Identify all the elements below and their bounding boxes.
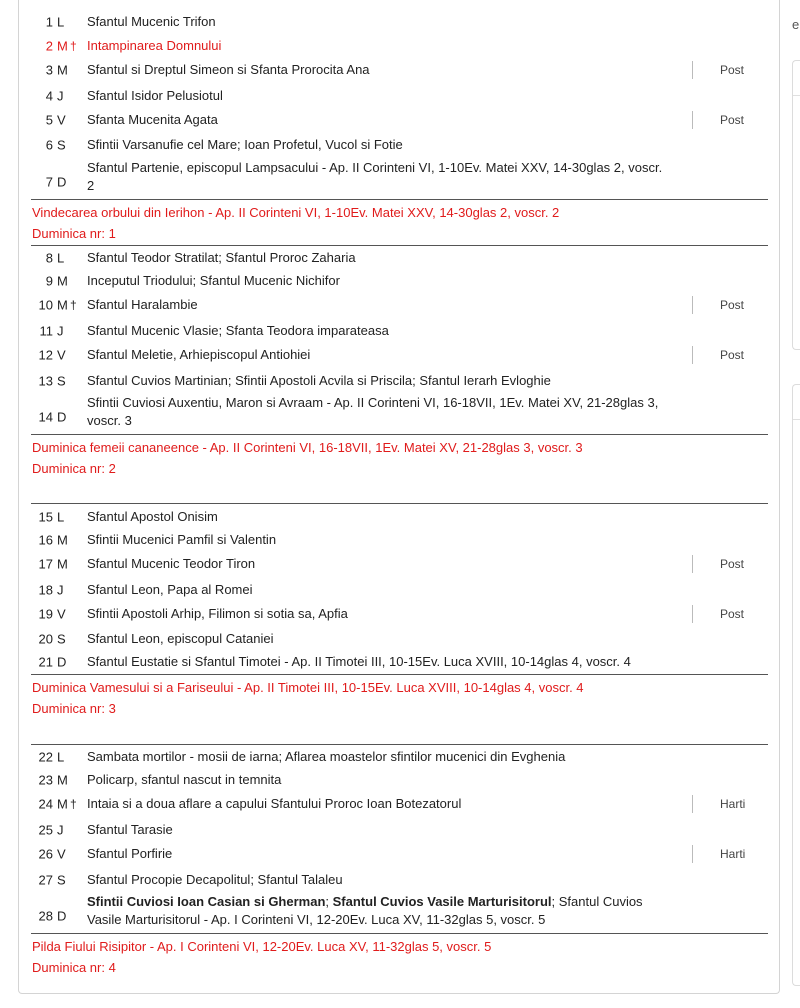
- day-of-week: V: [57, 347, 66, 363]
- column-divider: [692, 111, 693, 129]
- saint-name: Sfantul Partenie, episcopul Lampsacului - Ap. II Corinteni VI, 1-10Ev. Matei XXV, 14-30glas 2, voscr. 2: [87, 160, 663, 193]
- day-of-week: L: [57, 509, 65, 525]
- saint-name: Sfantul Isidor Pelusiotul: [87, 88, 223, 103]
- sidebar-card: [792, 384, 800, 986]
- day-row[interactable]: [19, 391, 759, 435]
- saint-name: Sfantul Tarasie: [87, 822, 173, 837]
- saint-name-bold-1: Sfintii Cuviosi Ioan Casian si Gherman: [87, 894, 326, 909]
- day-number: 27: [38, 872, 53, 888]
- saint-name: Sambata mortilor - mosii de iarna; Aflarea moastelor sfintilor mucenici din Evghenia: [87, 749, 566, 764]
- day-row[interactable]: [19, 343, 759, 367]
- day-row[interactable]: [19, 768, 759, 792]
- calendar-panel: [18, 0, 780, 994]
- saint-name: Sfantul Meletie, Arhiepiscopul Antiohiei: [87, 347, 311, 362]
- day-row[interactable]: [19, 792, 759, 816]
- sunday-number: Duminica nr: 3: [32, 701, 116, 716]
- day-of-week: V: [57, 112, 66, 128]
- day-of-week: S: [57, 373, 66, 389]
- column-divider: [692, 296, 693, 314]
- day-number: 24: [38, 796, 53, 812]
- saint-name: Sfantul Haralambie: [87, 297, 198, 312]
- sunday-number: Duminica nr: 1: [32, 226, 116, 241]
- fast-tag: Post: [720, 63, 745, 77]
- saint-name: Sfantul Leon, Papa al Romei: [87, 582, 253, 597]
- column-divider: [692, 845, 693, 863]
- day-of-week: M: [57, 273, 68, 289]
- day-row[interactable]: [19, 890, 759, 934]
- day-number: 12: [38, 347, 53, 363]
- sunday-title: Duminica Vamesului si a Fariseului - Ap. II Timotei III, 10-15Ev. Luca XVIII, 10-14glas 4, voscr. 4: [32, 680, 584, 695]
- saint-name: Sfintii Mucenici Pamfil si Valentin: [87, 532, 277, 547]
- sunday-number: Duminica nr: 2: [32, 461, 116, 476]
- saint-name: Sfantul Eustatie si Sfantul Timotei - Ap. II Timotei III, 10-15Ev. Luca XVIII, 10-14glas 4, voscr. 4: [87, 654, 631, 669]
- right-sidebar-edge: [788, 0, 800, 1008]
- day-row[interactable]: [19, 156, 759, 200]
- day-of-week: M: [57, 62, 68, 78]
- column-divider: [692, 605, 693, 623]
- day-row[interactable]: [19, 868, 759, 892]
- week-divider: [31, 434, 768, 435]
- day-number: 5: [45, 112, 53, 128]
- day-of-week: M: [57, 556, 68, 572]
- day-row[interactable]: [19, 133, 759, 157]
- day-number: 15: [38, 509, 53, 525]
- day-of-week: D: [57, 654, 67, 670]
- cross-icon: †: [70, 797, 77, 811]
- day-number: 23: [38, 772, 53, 788]
- saint-name: Intaia si a doua aflare a capului Sfantului Proroc Ioan Botezatorul: [87, 796, 462, 811]
- day-of-week: M: [57, 796, 68, 812]
- day-of-week: S: [57, 631, 66, 647]
- day-of-week: L: [57, 250, 65, 266]
- day-number: 26: [38, 846, 53, 862]
- sunday-number: Duminica nr: 4: [32, 960, 116, 975]
- saint-name: Sfantul Cuvios Martinian; Sfintii Apostoli Acvila si Priscila; Sfantul Ierarh Evloghie: [87, 373, 551, 388]
- day-row[interactable]: [19, 842, 759, 866]
- day-number: 10: [38, 297, 53, 313]
- day-number: 6: [45, 137, 53, 153]
- day-number: 22: [38, 749, 53, 765]
- day-of-week: M: [57, 38, 68, 54]
- harti-tag: Harti: [720, 797, 746, 811]
- day-number: 17: [38, 556, 53, 572]
- day-of-week: M: [57, 532, 68, 548]
- day-row[interactable]: [19, 818, 759, 842]
- week-divider: [31, 503, 768, 504]
- day-number: 19: [38, 606, 53, 622]
- day-number: 20: [38, 631, 53, 647]
- fast-tag: Post: [720, 607, 745, 621]
- day-of-week: L: [57, 749, 65, 765]
- day-number: 1: [45, 14, 53, 30]
- day-row[interactable]: [19, 319, 759, 343]
- saint-name: Sfantul Mucenic Teodor Tiron: [87, 556, 256, 571]
- day-number: 7: [45, 174, 53, 190]
- cross-icon: †: [70, 39, 77, 53]
- column-divider: [692, 555, 693, 573]
- week-divider: [31, 674, 768, 675]
- sunday-title: Duminica femeii cananeence - Ap. II Corinteni VI, 16-18VII, 1Ev. Matei XV, 21-28glas 3, voscr. 3: [32, 440, 583, 455]
- day-number: 16: [38, 532, 53, 548]
- saint-name: Sfantul Apostol Onisim: [87, 509, 218, 524]
- day-of-week: J: [57, 323, 64, 339]
- saint-name: Sfintii Cuviosi Auxentiu, Maron si Avraam - Ap. II Corinteni VI, 16-18VII, 1Ev. Matei XV, 21-28glas 3, voscr. 3: [87, 395, 659, 428]
- day-row[interactable]: [19, 627, 759, 651]
- sidebar-card: [792, 60, 800, 350]
- day-of-week: M: [57, 772, 68, 788]
- saint-name: Sfantul Mucenic Vlasie; Sfanta Teodora imparateasa: [87, 323, 389, 338]
- saint-name: Policarp, sfantul nascut in temnita: [87, 772, 282, 787]
- column-divider: [692, 795, 693, 813]
- day-row[interactable]: [19, 108, 759, 132]
- fast-tag: Post: [720, 348, 745, 362]
- saint-name: Sfantul si Dreptul Simeon si Sfanta Prorocita Ana: [87, 62, 370, 77]
- day-of-week: V: [57, 606, 66, 622]
- day-number: 25: [38, 822, 53, 838]
- day-number: 3: [45, 62, 53, 78]
- saint-name: Sfantul Teodor Stratilat; Sfantul Proroc Zaharia: [87, 250, 356, 265]
- day-number: 8: [45, 250, 53, 266]
- saint-name-rest: ; Sfantul Cuvios Vasile Marturisitorul - Ap. I Corinteni VI, 12-20Ev. Luca XV, 11-32glas 5, voscr. 5: [87, 894, 643, 927]
- saint-name: Sfantul Leon, episcopul Cataniei: [87, 631, 274, 646]
- saint-name: Sfantul Porfirie: [87, 846, 173, 861]
- week-divider: [31, 933, 768, 934]
- day-number: 21: [38, 654, 53, 670]
- day-row[interactable]: [19, 34, 759, 58]
- harti-tag: Harti: [720, 847, 746, 861]
- day-row[interactable]: [19, 10, 759, 34]
- saint-name-separator: ;: [325, 894, 333, 909]
- day-of-week: J: [57, 88, 64, 104]
- day-row[interactable]: [19, 505, 759, 529]
- saint-name: Sfantul Mucenic Trifon: [87, 14, 216, 29]
- day-of-week: V: [57, 846, 66, 862]
- day-row[interactable]: [19, 84, 759, 108]
- day-of-week: L: [57, 14, 65, 30]
- day-row[interactable]: [19, 578, 759, 602]
- sunday-title: Vindecarea orbului din Ierihon - Ap. II Corinteni VI, 1-10Ev. Matei XXV, 14-30glas 2, voscr. 2: [32, 205, 560, 220]
- day-of-week: D: [57, 174, 67, 190]
- day-of-week: J: [57, 582, 64, 598]
- day-of-week: S: [57, 137, 66, 153]
- day-number: 9: [45, 273, 53, 289]
- saint-name: [87, 893, 667, 929]
- column-divider: [692, 346, 693, 364]
- day-number: 13: [38, 373, 53, 389]
- day-of-week: D: [57, 409, 67, 425]
- day-row[interactable]: [19, 269, 759, 293]
- saint-name: Sfanta Mucenita Agata: [87, 112, 218, 127]
- day-number: 2: [45, 38, 53, 54]
- saint-name: Sfintii Varsanufie cel Mare; Ioan Profetul, Vucol si Fotie: [87, 137, 403, 152]
- day-row[interactable]: [19, 602, 759, 626]
- fast-tag: Post: [720, 298, 745, 312]
- fast-tag: Post: [720, 113, 745, 127]
- sidebar-card-header: [793, 385, 800, 420]
- saint-name: Sfintii Apostoli Arhip, Filimon si sotia sa, Apfia: [87, 606, 348, 621]
- sidebar-card-header: [793, 61, 800, 96]
- day-of-week: M: [57, 297, 68, 313]
- day-row[interactable]: [19, 528, 759, 552]
- day-number: 18: [38, 582, 53, 598]
- day-number: 11: [39, 323, 53, 339]
- day-row[interactable]: [19, 650, 759, 674]
- sunday-title: Pilda Fiului Risipitor - Ap. I Corinteni VI, 12-20Ev. Luca XV, 11-32glas 5, voscr. 5: [32, 939, 492, 954]
- day-of-week: D: [57, 908, 67, 924]
- day-row[interactable]: [19, 369, 759, 393]
- cross-icon: †: [70, 298, 77, 312]
- saint-name: Intampinarea Domnului: [87, 38, 222, 53]
- day-row[interactable]: [19, 552, 759, 576]
- day-number: 14: [38, 409, 53, 425]
- week-divider: [31, 199, 768, 200]
- day-of-week: S: [57, 872, 66, 888]
- day-number: 4: [45, 88, 53, 104]
- fast-tag: Post: [720, 557, 745, 571]
- sidebar-clipped-text: e: [792, 17, 800, 32]
- saint-name: Inceputul Triodului; Sfantul Mucenic Nichifor: [87, 273, 340, 288]
- day-row[interactable]: [19, 58, 759, 82]
- day-number: 28: [38, 908, 53, 924]
- day-row[interactable]: [19, 246, 759, 270]
- saint-name-bold-2: Sfantul Cuvios Vasile Marturisitorul: [332, 894, 552, 909]
- saint-name: Sfantul Procopie Decapolitul; Sfantul Talaleu: [87, 872, 343, 887]
- day-of-week: J: [57, 822, 64, 838]
- day-row[interactable]: [19, 745, 759, 769]
- day-row[interactable]: [19, 293, 759, 317]
- column-divider: [692, 61, 693, 79]
